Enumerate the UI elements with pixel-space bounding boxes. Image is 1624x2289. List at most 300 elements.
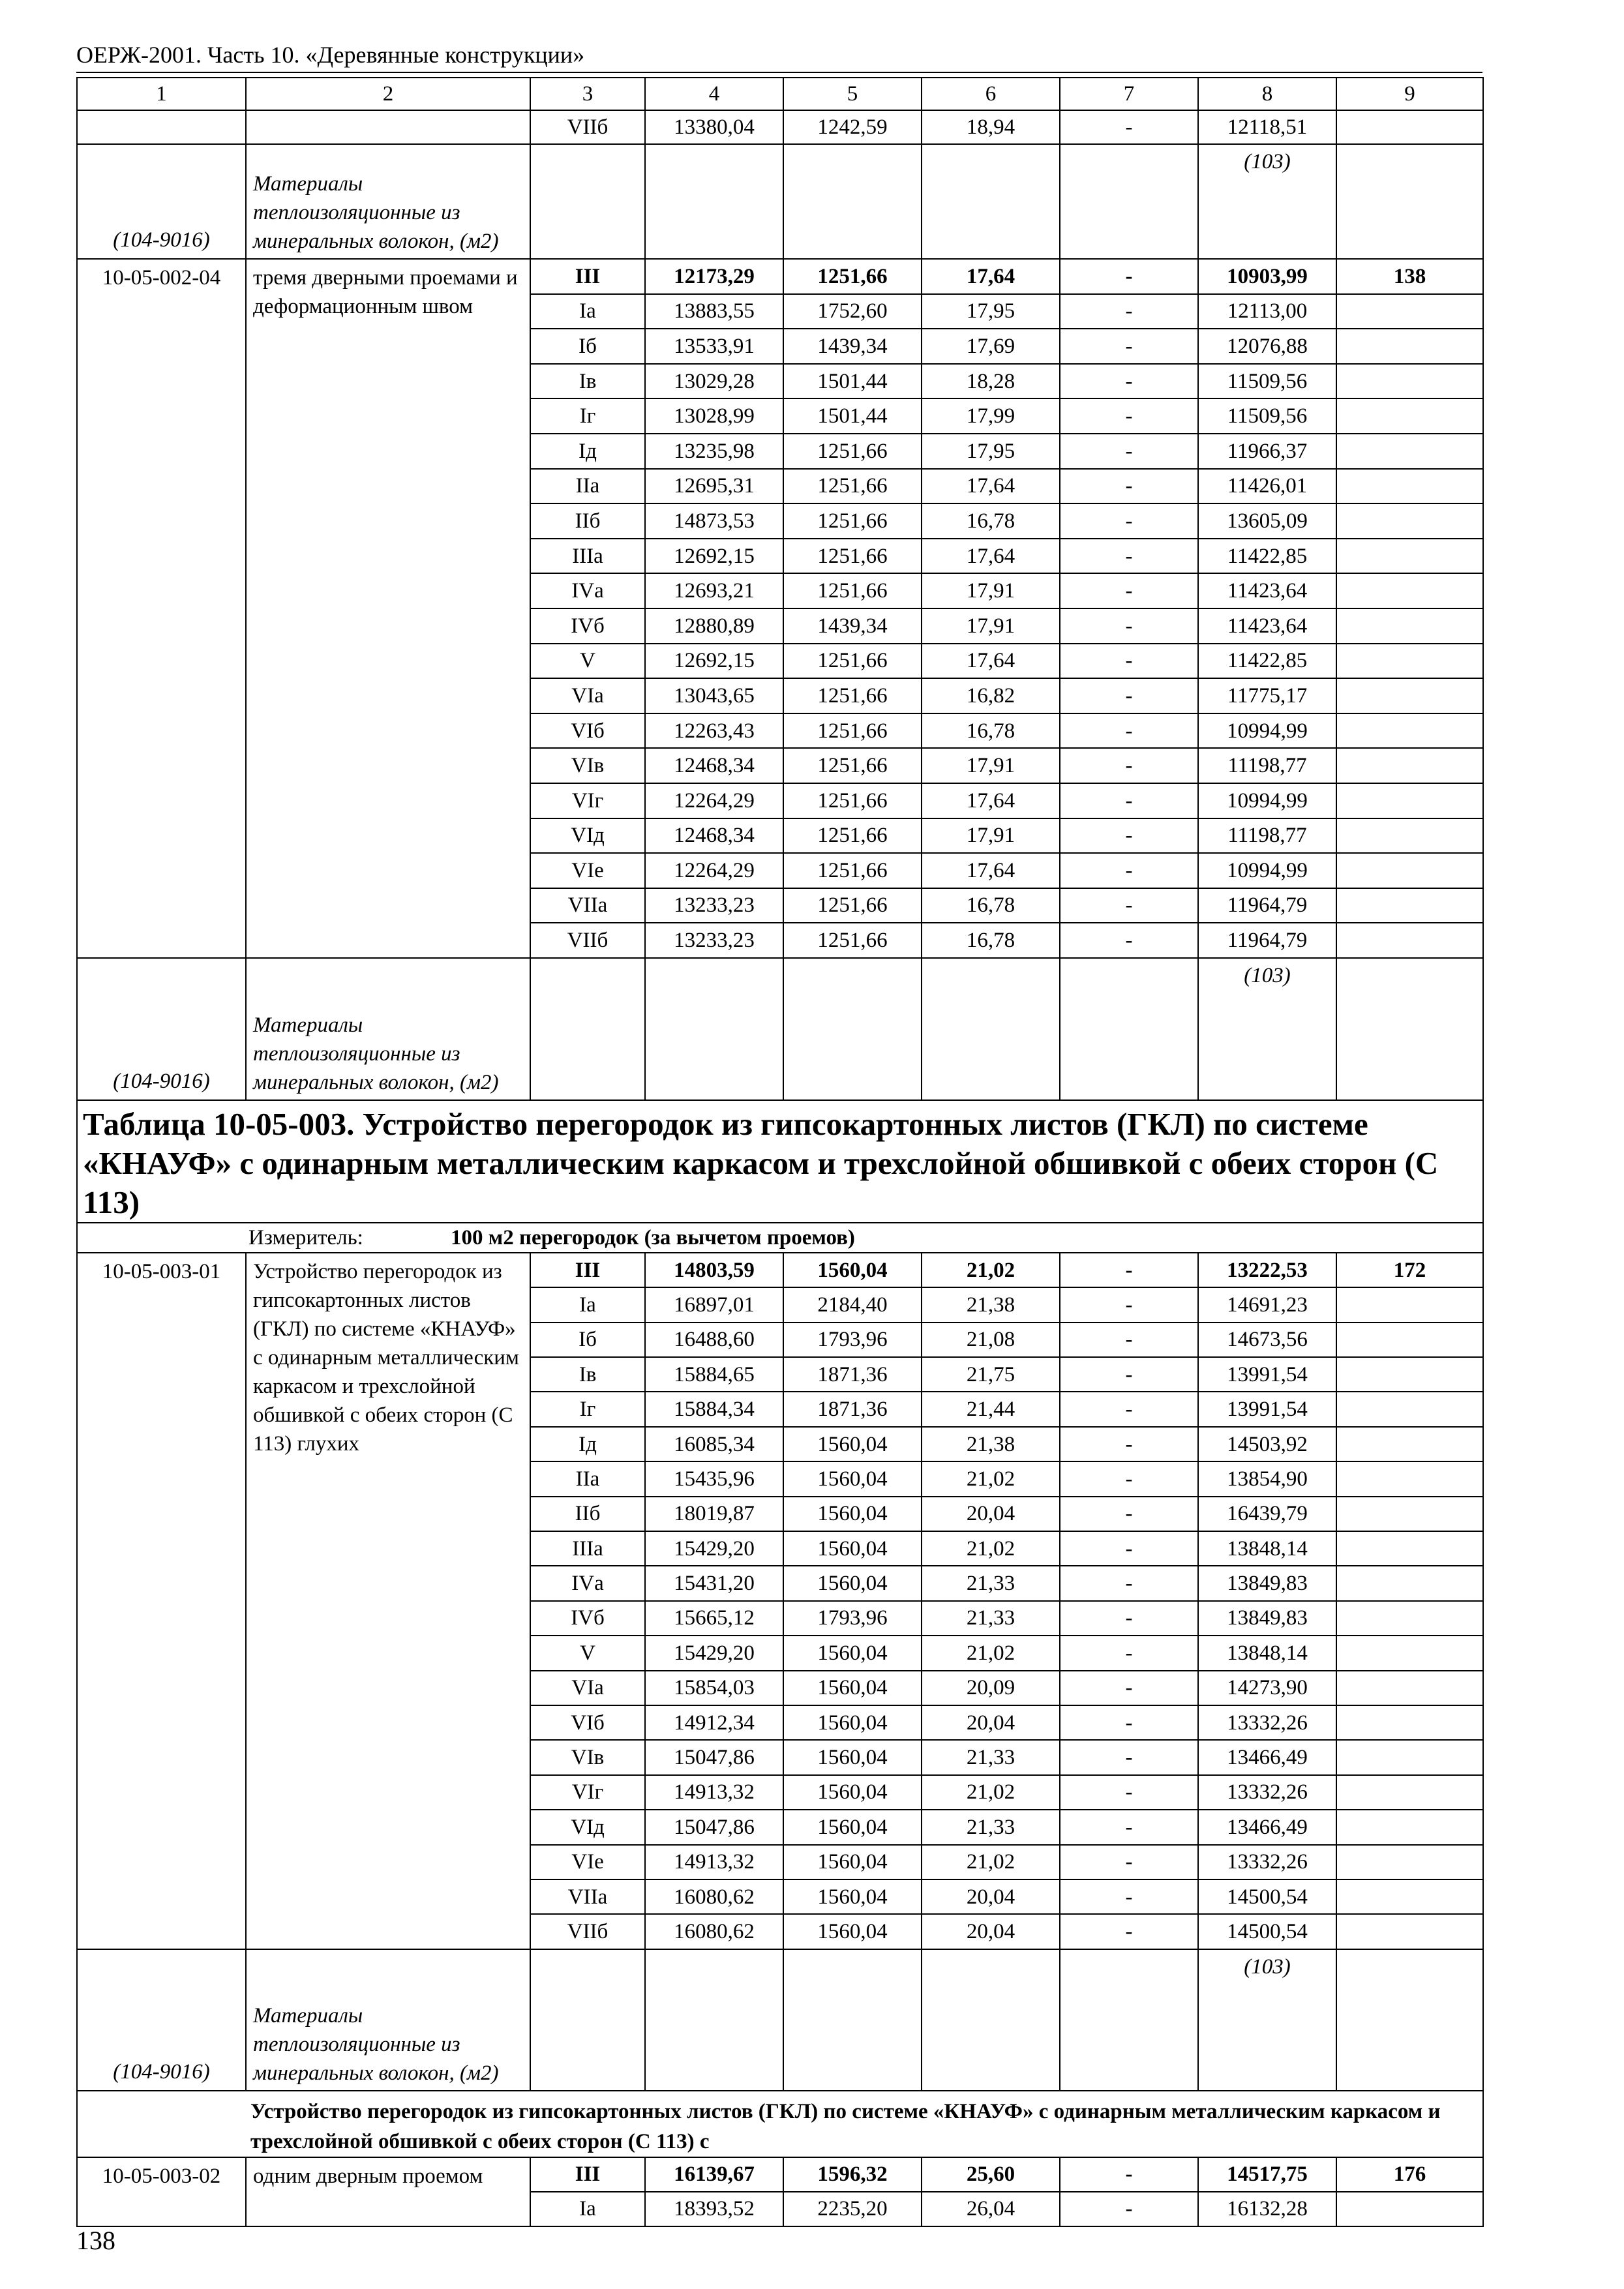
region-cell: VIIа xyxy=(530,1879,645,1914)
material-name: Материалы теплоизоляционные из минеральных волокон, (м2) xyxy=(246,958,530,1100)
wages-cell: 1251,66 xyxy=(783,434,922,469)
direct-cost-cell: 12880,89 xyxy=(645,608,783,644)
drivers-wages-cell: - xyxy=(1060,1461,1198,1496)
materials-cell: 11423,64 xyxy=(1198,608,1336,644)
materials-cell: 12118,51 xyxy=(1198,110,1336,144)
materials-cell: 16132,28 xyxy=(1198,2192,1336,2226)
empty-cell xyxy=(1336,1427,1483,1461)
drivers-wages-cell: - xyxy=(1060,1810,1198,1844)
drivers-wages-cell: - xyxy=(1060,1671,1198,1705)
machines-cell: 17,64 xyxy=(922,469,1060,504)
materials-cell: 11198,77 xyxy=(1198,818,1336,854)
wages-cell: 1560,04 xyxy=(783,1636,922,1670)
empty-cell xyxy=(1336,1671,1483,1705)
drivers-wages-cell: - xyxy=(1060,1287,1198,1322)
region-cell: Iг xyxy=(530,398,645,434)
empty-cell xyxy=(645,144,783,259)
empty-cell xyxy=(1336,818,1483,854)
measure-label: Измеритель: xyxy=(248,1225,363,1249)
page-number: 138 xyxy=(76,2226,115,2255)
empty-cell xyxy=(1336,1531,1483,1566)
wages-cell: 1560,04 xyxy=(783,1427,922,1461)
direct-cost-cell: 18393,52 xyxy=(645,2192,783,2226)
materials-cell: 11423,64 xyxy=(1198,573,1336,608)
region-cell: Iа xyxy=(530,2192,645,2226)
drivers-wages-cell: - xyxy=(1060,294,1198,329)
direct-cost-cell: 12468,34 xyxy=(645,818,783,854)
drivers-wages-cell: - xyxy=(1060,364,1198,399)
materials-cell: 11198,77 xyxy=(1198,748,1336,783)
machines-cell: 21,38 xyxy=(922,1427,1060,1461)
drivers-wages-cell: - xyxy=(1060,398,1198,434)
direct-cost-cell: 12263,43 xyxy=(645,713,783,749)
materials-cell: 11509,56 xyxy=(1198,364,1336,399)
direct-cost-cell: 15047,86 xyxy=(645,1810,783,1844)
region-cell: VIIб xyxy=(530,110,645,144)
empty-cell xyxy=(1336,1461,1483,1496)
empty-cell xyxy=(1336,923,1483,958)
material-code: (104-9016) xyxy=(77,144,246,259)
position-code: 10-05-003-01 xyxy=(77,1253,246,1949)
region-cell: Iа xyxy=(530,1287,645,1322)
region-cell: IVб xyxy=(530,1601,645,1636)
empty-cell xyxy=(1336,434,1483,469)
empty-cell xyxy=(1336,364,1483,399)
wages-cell: 1560,04 xyxy=(783,1810,922,1844)
machines-cell: 21,33 xyxy=(922,1601,1060,1636)
empty-cell xyxy=(1336,1949,1483,2091)
direct-cost-cell: 15047,86 xyxy=(645,1740,783,1774)
materials-cell: 13466,49 xyxy=(1198,1810,1336,1844)
region-cell: Iв xyxy=(530,364,645,399)
direct-cost-cell: 15665,12 xyxy=(645,1601,783,1636)
drivers-wages-cell: - xyxy=(1060,2192,1198,2226)
region-cell: IIб xyxy=(530,503,645,539)
wages-cell: 1560,04 xyxy=(783,1845,922,1879)
machines-cell: 21,02 xyxy=(922,1636,1060,1670)
empty-cell xyxy=(645,958,783,1100)
materials-cell: 10994,99 xyxy=(1198,853,1336,888)
wages-cell: 1251,66 xyxy=(783,713,922,749)
materials-cell: 12076,88 xyxy=(1198,329,1336,364)
region-cell: VIа xyxy=(530,1671,645,1705)
running-header: ОЕРЖ-2001. Часть 10. «Деревянные конструкции» xyxy=(76,42,585,68)
materials-cell: 14673,56 xyxy=(1198,1323,1336,1357)
column-number: 7 xyxy=(1060,78,1198,110)
empty-cell xyxy=(783,144,922,259)
region-cell: V xyxy=(530,644,645,679)
machines-cell: 17,64 xyxy=(922,783,1060,818)
region-cell: IVа xyxy=(530,573,645,608)
position-code: 10-05-003-02 xyxy=(77,2157,246,2226)
machines-cell: 21,44 xyxy=(922,1392,1060,1426)
materials-cell: 13605,09 xyxy=(1198,503,1336,539)
region-cell: Iб xyxy=(530,329,645,364)
machines-cell: 20,09 xyxy=(922,1671,1060,1705)
materials-cell: 11964,79 xyxy=(1198,888,1336,923)
table-row xyxy=(77,110,1483,144)
drivers-wages-cell: - xyxy=(1060,1253,1198,1287)
region-cell: IVб xyxy=(530,608,645,644)
wages-cell: 2184,40 xyxy=(783,1287,922,1322)
machines-cell: 16,78 xyxy=(922,713,1060,749)
empty-cell xyxy=(1336,144,1483,259)
region-cell: VIг xyxy=(530,1775,645,1810)
region-cell: Iв xyxy=(530,1357,645,1392)
empty-cell xyxy=(1336,503,1483,539)
drivers-wages-cell: - xyxy=(1060,1323,1198,1357)
wages-cell: 1251,66 xyxy=(783,573,922,608)
empty-cell xyxy=(1336,398,1483,434)
materials-cell: 16439,79 xyxy=(1198,1497,1336,1531)
wages-cell: 1251,66 xyxy=(783,469,922,504)
material-code: (104-9016) xyxy=(77,958,246,1100)
region-cell: VIе xyxy=(530,1845,645,1879)
machines-cell: 20,04 xyxy=(922,1705,1060,1740)
empty-cell xyxy=(1336,1775,1483,1810)
direct-cost-cell: 14913,32 xyxy=(645,1845,783,1879)
wages-cell: 1439,34 xyxy=(783,608,922,644)
empty-cell xyxy=(1336,573,1483,608)
drivers-wages-cell: - xyxy=(1060,1845,1198,1879)
empty-cell xyxy=(1336,713,1483,749)
wages-cell: 1501,44 xyxy=(783,398,922,434)
drivers-wages-cell: - xyxy=(1060,1914,1198,1949)
direct-cost-cell: 13235,98 xyxy=(645,434,783,469)
materials-cell: 10994,99 xyxy=(1198,713,1336,749)
drivers-wages-cell: - xyxy=(1060,783,1198,818)
drivers-wages-cell: - xyxy=(1060,748,1198,783)
region-cell: III xyxy=(530,2157,645,2192)
measure-value: 100 м2 перегородок (за вычетом проемов) xyxy=(451,1225,855,1249)
direct-cost-cell: 14873,53 xyxy=(645,503,783,539)
machines-cell: 17,64 xyxy=(922,853,1060,888)
direct-cost-cell: 13883,55 xyxy=(645,294,783,329)
materials-cell: 13848,14 xyxy=(1198,1636,1336,1670)
direct-cost-cell: 13029,28 xyxy=(645,364,783,399)
empty-cell xyxy=(1336,1705,1483,1740)
machines-cell: 21,38 xyxy=(922,1287,1060,1322)
wages-cell: 2235,20 xyxy=(783,2192,922,2226)
direct-cost-cell: 15435,96 xyxy=(645,1461,783,1496)
drivers-wages-cell: - xyxy=(1060,1392,1198,1426)
machines-cell: 17,64 xyxy=(922,539,1060,574)
region-cell: Iг xyxy=(530,1392,645,1426)
region-cell: VIе xyxy=(530,853,645,888)
machines-cell: 17,91 xyxy=(922,748,1060,783)
empty-cell xyxy=(1336,1566,1483,1600)
empty-cell xyxy=(1336,608,1483,644)
wages-cell: 1560,04 xyxy=(783,1775,922,1810)
region-cell: VIIа xyxy=(530,888,645,923)
material-ref: (103) xyxy=(1198,1949,1336,2091)
subheader-row xyxy=(77,2091,1483,2157)
direct-cost-cell: 15429,20 xyxy=(645,1531,783,1566)
materials-cell: 11964,79 xyxy=(1198,923,1336,958)
empty-cell xyxy=(1336,1810,1483,1844)
material-row xyxy=(77,1949,1483,2091)
drivers-wages-cell: - xyxy=(1060,1601,1198,1636)
wages-cell: 1560,04 xyxy=(783,1879,922,1914)
direct-cost-cell: 13233,23 xyxy=(645,888,783,923)
materials-cell: 14503,92 xyxy=(1198,1427,1336,1461)
materials-cell: 10903,99 xyxy=(1198,259,1336,294)
machines-cell: 16,78 xyxy=(922,923,1060,958)
machines-cell: 20,04 xyxy=(922,1497,1060,1531)
region-cell: Iа xyxy=(530,294,645,329)
material-name: Материалы теплоизоляционные из минеральных волокон, (м2) xyxy=(246,144,530,259)
drivers-wages-cell: - xyxy=(1060,573,1198,608)
region-cell: VIг xyxy=(530,783,645,818)
materials-cell: 13332,26 xyxy=(1198,1775,1336,1810)
wages-cell: 1793,96 xyxy=(783,1601,922,1636)
direct-cost-cell: 12693,21 xyxy=(645,573,783,608)
drivers-wages-cell: - xyxy=(1060,644,1198,679)
empty-cell xyxy=(1336,1287,1483,1322)
position-code: 10-05-002-04 xyxy=(77,259,246,958)
price-table xyxy=(76,77,1484,2227)
direct-cost-cell: 13028,99 xyxy=(645,398,783,434)
table-title: Таблица 10-05-003. Устройство перегородок из гипсокартонных листов (ГКЛ) по системе «КНАУФ» с одинарным металлическим каркасом и трехслойной обшивкой с обеих сторон (С 113) xyxy=(77,1100,1483,1223)
wages-cell: 1251,66 xyxy=(783,748,922,783)
machines-cell: 21,02 xyxy=(922,1461,1060,1496)
materials-cell: 14273,90 xyxy=(1198,1671,1336,1705)
drivers-wages-cell: - xyxy=(1060,503,1198,539)
labor-total-cell: 138 xyxy=(1336,259,1483,294)
machines-cell: 17,91 xyxy=(922,608,1060,644)
column-number: 8 xyxy=(1198,78,1336,110)
table-title-row xyxy=(77,1100,1483,1223)
column-number: 9 xyxy=(1336,78,1483,110)
direct-cost-cell: 13380,04 xyxy=(645,110,783,144)
materials-cell: 11422,85 xyxy=(1198,539,1336,574)
materials-cell: 10994,99 xyxy=(1198,783,1336,818)
materials-cell: 14500,54 xyxy=(1198,1879,1336,1914)
empty-cell xyxy=(645,1949,783,2091)
drivers-wages-cell: - xyxy=(1060,1497,1198,1531)
column-number: 2 xyxy=(246,78,530,110)
direct-cost-cell: 16488,60 xyxy=(645,1323,783,1357)
empty-cell xyxy=(922,958,1060,1100)
drivers-wages-cell: - xyxy=(1060,1879,1198,1914)
region-cell: VIв xyxy=(530,1740,645,1774)
materials-cell: 12113,00 xyxy=(1198,294,1336,329)
wages-cell: 1251,66 xyxy=(783,539,922,574)
column-number: 4 xyxy=(645,78,783,110)
empty-cell xyxy=(1336,644,1483,679)
direct-cost-cell: 18019,87 xyxy=(645,1497,783,1531)
machines-cell: 21,33 xyxy=(922,1810,1060,1844)
materials-cell: 14500,54 xyxy=(1198,1914,1336,1949)
drivers-wages-cell: - xyxy=(1060,608,1198,644)
region-cell: VIIб xyxy=(530,923,645,958)
wages-cell: 1251,66 xyxy=(783,503,922,539)
drivers-wages-cell: - xyxy=(1060,713,1198,749)
empty-cell xyxy=(1336,958,1483,1100)
machines-cell: 17,64 xyxy=(922,644,1060,679)
materials-cell: 13854,90 xyxy=(1198,1461,1336,1496)
direct-cost-cell: 14912,34 xyxy=(645,1705,783,1740)
drivers-wages-cell: - xyxy=(1060,110,1198,144)
machines-cell: 21,02 xyxy=(922,1253,1060,1287)
materials-cell: 11426,01 xyxy=(1198,469,1336,504)
empty-cell xyxy=(783,1949,922,2091)
materials-cell: 13332,26 xyxy=(1198,1845,1336,1879)
empty-cell xyxy=(1336,469,1483,504)
empty-cell xyxy=(77,110,246,144)
direct-cost-cell: 16897,01 xyxy=(645,1287,783,1322)
empty-cell xyxy=(1336,783,1483,818)
region-cell: III xyxy=(530,259,645,294)
wages-cell: 1501,44 xyxy=(783,364,922,399)
measure-row xyxy=(77,1223,1483,1253)
materials-cell: 11509,56 xyxy=(1198,398,1336,434)
direct-cost-cell: 15854,03 xyxy=(645,1671,783,1705)
column-number: 1 xyxy=(77,78,246,110)
drivers-wages-cell: - xyxy=(1060,1531,1198,1566)
empty-cell xyxy=(1336,678,1483,713)
drivers-wages-cell: - xyxy=(1060,818,1198,854)
region-cell: IIб xyxy=(530,1497,645,1531)
machines-cell: 21,02 xyxy=(922,1775,1060,1810)
direct-cost-cell: 16139,67 xyxy=(645,2157,783,2192)
wages-cell: 1439,34 xyxy=(783,329,922,364)
materials-cell: 13222,53 xyxy=(1198,1253,1336,1287)
empty-cell xyxy=(1336,2192,1483,2226)
direct-cost-cell: 12692,15 xyxy=(645,644,783,679)
labor-total-cell: 176 xyxy=(1336,2157,1483,2192)
empty-cell xyxy=(1336,1845,1483,1879)
region-cell: Iд xyxy=(530,1427,645,1461)
wages-cell: 1560,04 xyxy=(783,1705,922,1740)
machines-cell: 17,64 xyxy=(922,259,1060,294)
direct-cost-cell: 13533,91 xyxy=(645,329,783,364)
column-numbers-row xyxy=(77,78,1483,110)
position-description: Устройство перегородок из гипсокартонных листов (ГКЛ) по системе «КНАУФ» с одинарным металлическим каркасом и трехслойной обшивкой с обеих сторон (С 113) глухих xyxy=(246,1253,530,1949)
material-code: (104-9016) xyxy=(77,1949,246,2091)
drivers-wages-cell: - xyxy=(1060,329,1198,364)
region-cell: V xyxy=(530,1636,645,1670)
table-body xyxy=(77,78,1483,2226)
region-cell: VIб xyxy=(530,713,645,749)
material-row xyxy=(77,144,1483,259)
drivers-wages-cell: - xyxy=(1060,678,1198,713)
position-description: одним дверным проемом xyxy=(246,2157,530,2226)
drivers-wages-cell: - xyxy=(1060,1740,1198,1774)
drivers-wages-cell: - xyxy=(1060,2157,1198,2192)
direct-cost-cell: 16085,34 xyxy=(645,1427,783,1461)
materials-cell: 13466,49 xyxy=(1198,1740,1336,1774)
drivers-wages-cell: - xyxy=(1060,434,1198,469)
wages-cell: 1251,66 xyxy=(783,259,922,294)
machines-cell: 16,78 xyxy=(922,503,1060,539)
machines-cell: 17,91 xyxy=(922,818,1060,854)
drivers-wages-cell: - xyxy=(1060,923,1198,958)
column-number: 3 xyxy=(530,78,645,110)
empty-cell xyxy=(530,144,645,259)
machines-cell: 17,95 xyxy=(922,434,1060,469)
machines-cell: 18,28 xyxy=(922,364,1060,399)
materials-cell: 11966,37 xyxy=(1198,434,1336,469)
wages-cell: 1560,04 xyxy=(783,1461,922,1496)
machines-cell: 17,99 xyxy=(922,398,1060,434)
materials-cell: 14691,23 xyxy=(1198,1287,1336,1322)
empty-cell xyxy=(1336,1601,1483,1636)
wages-cell: 1871,36 xyxy=(783,1392,922,1426)
wages-cell: 1251,66 xyxy=(783,853,922,888)
drivers-wages-cell: - xyxy=(1060,1705,1198,1740)
drivers-wages-cell: - xyxy=(1060,1775,1198,1810)
wages-cell: 1560,04 xyxy=(783,1914,922,1949)
empty-cell xyxy=(1336,748,1483,783)
empty-cell xyxy=(1060,958,1198,1100)
empty-cell xyxy=(1336,1497,1483,1531)
direct-cost-cell: 12173,29 xyxy=(645,259,783,294)
table-row xyxy=(77,2157,1483,2192)
table-row xyxy=(77,1253,1483,1287)
drivers-wages-cell: - xyxy=(1060,259,1198,294)
drivers-wages-cell: - xyxy=(1060,1357,1198,1392)
materials-cell: 13332,26 xyxy=(1198,1705,1336,1740)
material-ref: (103) xyxy=(1198,958,1336,1100)
wages-cell: 1871,36 xyxy=(783,1357,922,1392)
drivers-wages-cell: - xyxy=(1060,1636,1198,1670)
wages-cell: 1251,66 xyxy=(783,923,922,958)
machines-cell: 26,04 xyxy=(922,2192,1060,2226)
region-cell: Iб xyxy=(530,1323,645,1357)
empty-cell xyxy=(246,110,530,144)
direct-cost-cell: 14913,32 xyxy=(645,1775,783,1810)
material-row xyxy=(77,958,1483,1100)
materials-cell: 13991,54 xyxy=(1198,1392,1336,1426)
column-number: 6 xyxy=(922,78,1060,110)
direct-cost-cell: 12264,29 xyxy=(645,783,783,818)
wages-cell: 1560,04 xyxy=(783,1253,922,1287)
direct-cost-cell: 15884,34 xyxy=(645,1392,783,1426)
direct-cost-cell: 15429,20 xyxy=(645,1636,783,1670)
region-cell: VIб xyxy=(530,1705,645,1740)
direct-cost-cell: 15884,65 xyxy=(645,1357,783,1392)
wages-cell: 1251,66 xyxy=(783,888,922,923)
empty-cell xyxy=(922,1949,1060,2091)
empty-cell xyxy=(530,1949,645,2091)
machines-cell: 17,91 xyxy=(922,573,1060,608)
drivers-wages-cell: - xyxy=(1060,1427,1198,1461)
direct-cost-cell: 15431,20 xyxy=(645,1566,783,1600)
wages-cell: 1752,60 xyxy=(783,294,922,329)
wages-cell: 1251,66 xyxy=(783,818,922,854)
region-cell: Iд xyxy=(530,434,645,469)
labor-total-cell: 172 xyxy=(1336,1253,1483,1287)
materials-cell: 11775,17 xyxy=(1198,678,1336,713)
region-cell: III xyxy=(530,1253,645,1287)
column-number: 5 xyxy=(783,78,922,110)
direct-cost-cell: 16080,62 xyxy=(645,1914,783,1949)
material-name: Материалы теплоизоляционные из минеральных волокон, (м2) xyxy=(246,1949,530,2091)
materials-cell: 13991,54 xyxy=(1198,1357,1336,1392)
wages-cell: 1596,32 xyxy=(783,2157,922,2192)
wages-cell: 1560,04 xyxy=(783,1531,922,1566)
direct-cost-cell: 12468,34 xyxy=(645,748,783,783)
wages-cell: 1793,96 xyxy=(783,1323,922,1357)
region-cell: IIIа xyxy=(530,1531,645,1566)
machines-cell: 20,04 xyxy=(922,1914,1060,1949)
empty-cell xyxy=(922,144,1060,259)
region-cell: IIа xyxy=(530,469,645,504)
material-ref: (103) xyxy=(1198,144,1336,259)
empty-cell xyxy=(1336,1914,1483,1949)
wages-cell: 1251,66 xyxy=(783,783,922,818)
